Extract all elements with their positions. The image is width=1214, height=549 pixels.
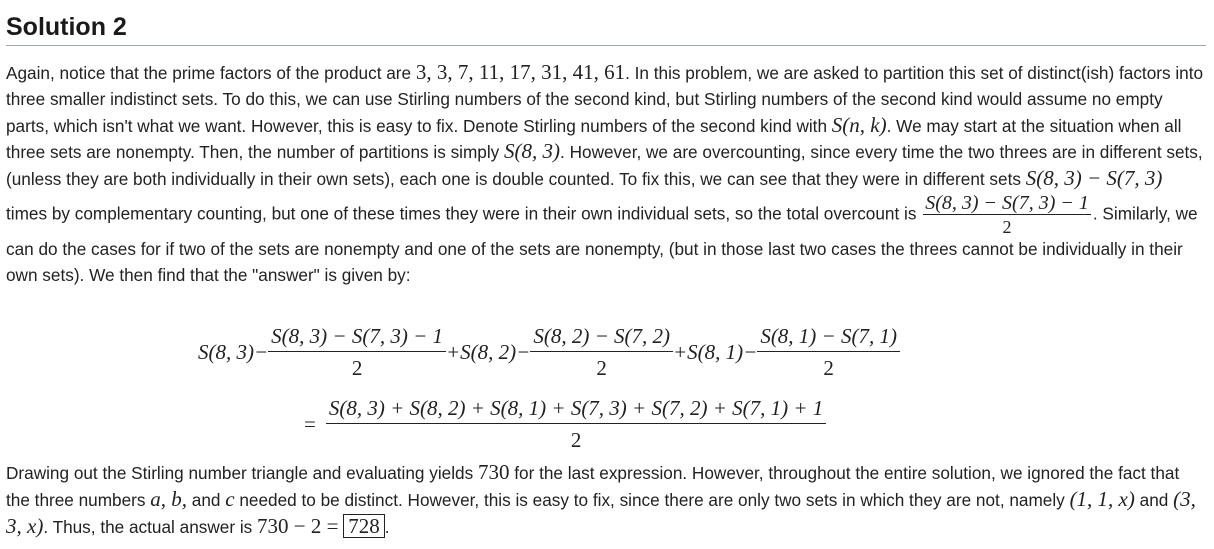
math-prime-factors: 3, 3, 7, 11, 17, 31, 41, 61 bbox=[415, 60, 626, 84]
fraction-numerator: S(8, 1) − S(7, 1) bbox=[757, 324, 900, 352]
fraction-denominator: 2 bbox=[351, 356, 363, 380]
eq-fraction-2 bbox=[530, 324, 673, 381]
equation-row-2 bbox=[304, 396, 826, 453]
solution-section bbox=[6, 0, 1206, 46]
eq-equals-sign: = bbox=[304, 412, 316, 436]
math-730: 730 bbox=[477, 460, 510, 484]
fraction-denominator: 2 bbox=[570, 428, 582, 452]
math-difference: S(8, 3) − S(7, 3) bbox=[1025, 166, 1163, 191]
fraction-denominator: 2 bbox=[596, 356, 607, 380]
fraction-denominator: 2 bbox=[823, 356, 834, 380]
section-heading: Solution 2 bbox=[6, 13, 127, 41]
paragraph-1 bbox=[6, 60, 1206, 289]
eq-term: +S(8, 2)− bbox=[446, 340, 531, 364]
fraction-denominator: 2 bbox=[1002, 216, 1012, 237]
eq-term: +S(8, 1)− bbox=[672, 340, 758, 364]
text: needed to be distinct. However, this is easy to fix, since there are only two sets in which they are not, namely bbox=[234, 489, 1070, 510]
math-set-2: (3, 3, x) bbox=[6, 486, 1196, 538]
text: and bbox=[187, 489, 226, 510]
final-answer-box: 728 bbox=[343, 514, 385, 538]
text: . Thus, the actual answer is bbox=[43, 516, 258, 537]
math-s83: S(8, 3) bbox=[504, 139, 561, 164]
text: for the last expression. However, throughout the entire solution, we ignored the fact that the three numbers bbox=[6, 463, 1180, 510]
math-overcount-fraction bbox=[923, 193, 1091, 237]
fraction-numerator: S(8, 3) + S(8, 2) + S(8, 1) + S(7, 3) + S(7, 2) + S(7, 1) + 1 bbox=[326, 396, 826, 424]
text: . bbox=[384, 516, 390, 537]
text: times by complementary counting, but one of these times they were in their own individual sets, so the total overcount is bbox=[6, 203, 922, 224]
fraction-numerator: S(8, 2) − S(7, 2) bbox=[530, 324, 673, 352]
paragraph-3 bbox=[6, 460, 1206, 540]
text: . We may start at the situation when all three sets are nonempty. Then, the number of partitions is simply bbox=[6, 115, 1182, 163]
text: . Similarly, we can do the cases for if two of the sets are nonempty and one of the sets are nonempty, (but in those last two cases the threes cannot be individually in their own sets). We then find that the "answer" is given by: bbox=[6, 203, 1198, 285]
math-stirling-notation: S(n, k) bbox=[831, 112, 887, 137]
text: . In this problem, we are asked to partition this set of distinct(ish) factors into three smaller indistinct sets. To do this, we can use Stirling numbers of the second kind, but Stirling numbers of the second kind would assume no empty parts, which isn't what we want. However, this is easy to fix. Denote Stirling numbers of the second kind with bbox=[6, 63, 1204, 136]
equation-row-1 bbox=[198, 324, 900, 381]
math-set-1: (1, 1, x) bbox=[1069, 486, 1135, 511]
eq-fraction-3 bbox=[757, 324, 900, 381]
eq-fraction-sum bbox=[326, 396, 826, 453]
text: and bbox=[1134, 489, 1174, 510]
text: Again, notice that the prime factors of the product are bbox=[6, 63, 416, 83]
eq-term: S(8, 3)− bbox=[198, 340, 269, 364]
fraction-numerator: S(8, 3) − S(7, 3) − 1 bbox=[925, 191, 1089, 214]
math-c: c bbox=[225, 486, 235, 511]
fraction-numerator: S(8, 3) − S(7, 3) − 1 bbox=[268, 324, 446, 352]
heading-divider bbox=[6, 45, 1206, 46]
math-ab: a, b, bbox=[150, 486, 188, 511]
text: . However, we are overcounting, since every time the two threes are in different sets, (unless they are both individually in their own sets), each one is double counted. To fix this, we can see that they were in different sets bbox=[6, 142, 1203, 190]
text: Drawing out the Stirling number triangle and evaluating yields bbox=[6, 463, 478, 483]
eq-fraction-1 bbox=[268, 324, 446, 381]
math-final-expression: 730 − 2 = bbox=[257, 513, 339, 538]
